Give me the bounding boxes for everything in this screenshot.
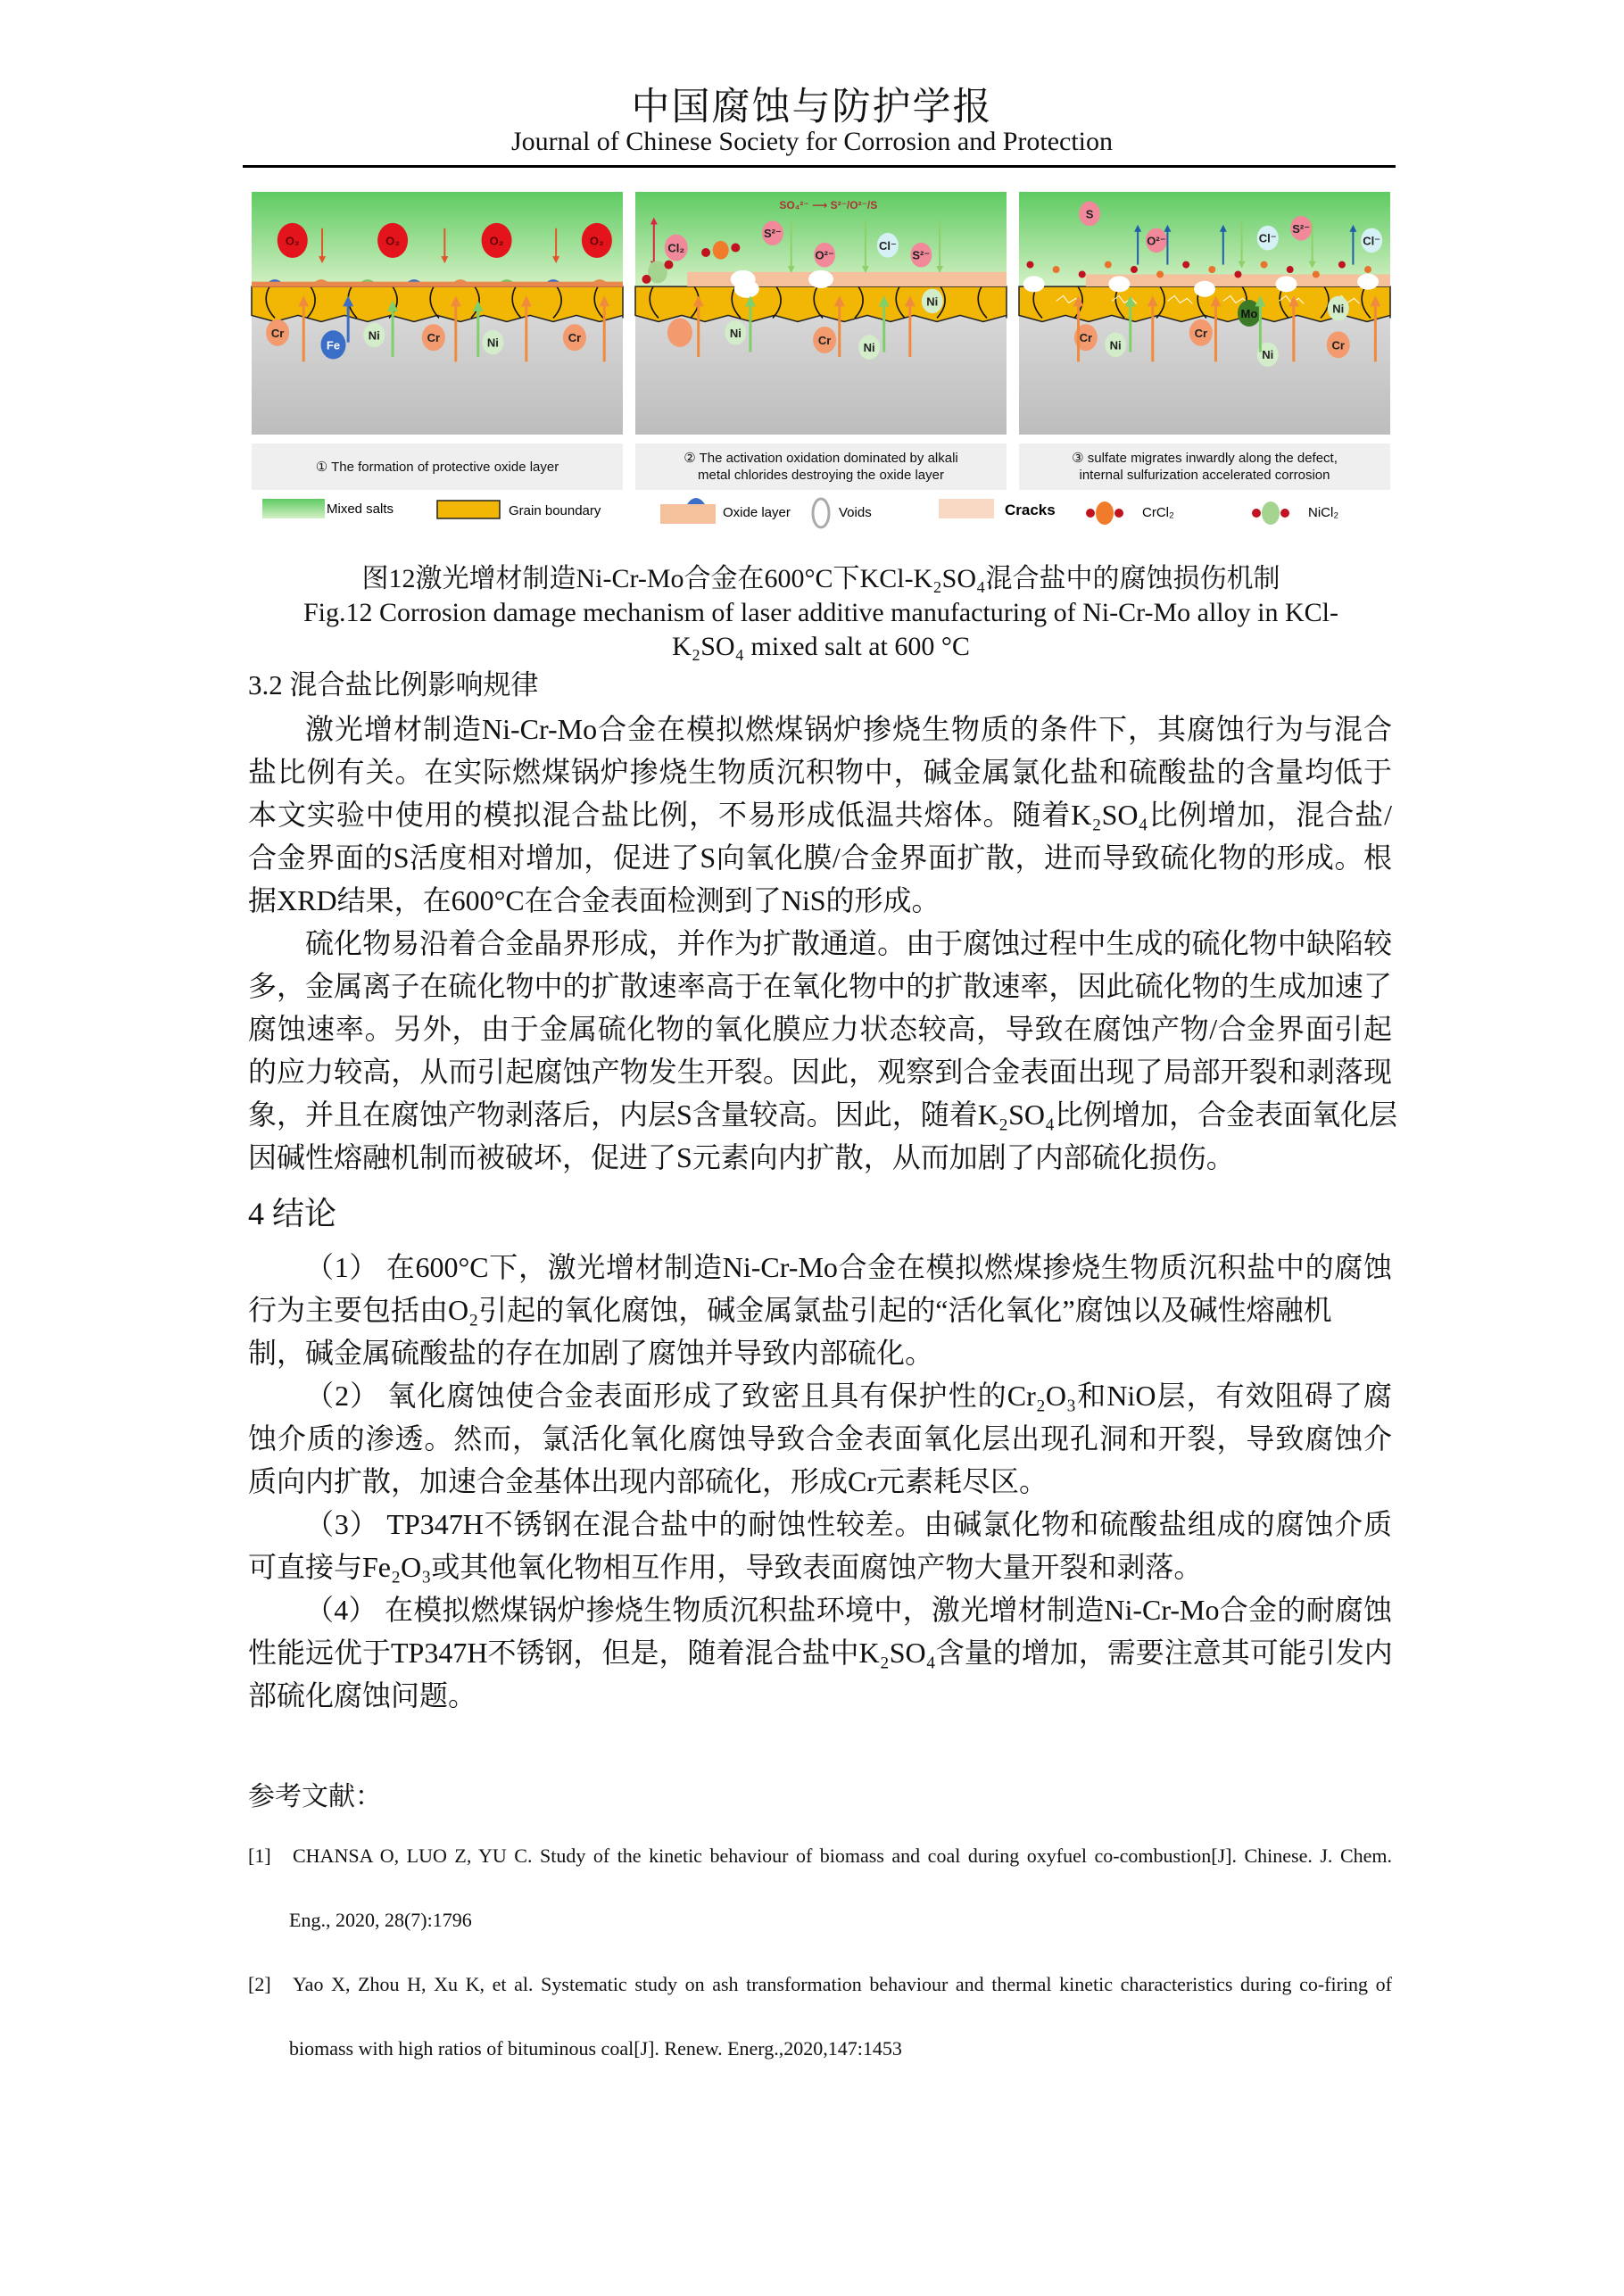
crcl2-icon [1096,501,1114,525]
void-icon [1194,281,1215,297]
atom-label: Ni [486,336,499,350]
void-icon [734,280,759,298]
text-line: 本文实验中使用的模拟混合盐比例，不易形成低温共熔体。随着K₂SO₄比例增加，混合盐/ [248,799,1392,831]
atom-label: Cl⁻ [878,238,897,253]
legend-label: CrCl₂ [1142,505,1174,520]
cracks-swatch [939,499,994,518]
atom-label: O₂ [385,234,401,248]
text-line: 制，碱金属硫酸盐的存在加剧了腐蚀并导致内部硫化。 [248,1337,934,1369]
atom-label: Ni [1262,348,1274,362]
atom-label: Cr [817,333,832,347]
atom-label: Cl⁻ [1258,231,1277,245]
void-icon [808,270,833,288]
text-line: 腐蚀速率。另外，由于金属硫化物的氧化膜应力状态较高，导致在腐蚀产物/合金界面引起 [248,1013,1392,1045]
void-icon [1357,274,1379,290]
text-line: （2） 氧化腐蚀使合金表面形成了致密且具有保护性的Cr₂O₃和NiO层，有效阻碍了腐 [305,1380,1392,1412]
figure-caption [232,562,1410,664]
atom-label: Cr [1194,326,1208,340]
reference-number: [2] [248,1973,271,1995]
atom-label: Ni [368,328,380,343]
reference-item [248,1824,1392,1952]
atom-label: Ni [729,326,742,340]
text-line: 行为主要包括由O₂引起的氧化腐蚀，碱金属氯盐引起的“活化氧化”腐蚀以及碱性熔融机 [248,1294,1332,1326]
legend-label: Grain boundary [509,503,601,518]
references-title: 参考文献： [248,1782,382,1811]
text-line: 因碱性熔融机制而被破坏，促进了S元素向内扩散，从而加剧了内部硫化损伤。 [248,1141,1235,1173]
panel-caption: ① The formation of protective oxide layer [315,460,559,475]
atom-label: S [1085,207,1094,221]
reference-number: [1] [248,1844,271,1867]
panel-caption: metal chlorides destroying the oxide layer [698,468,944,483]
atom-label: S²⁻ [1292,221,1311,236]
caption-en-line1: Fig.12 Corrosion damage mechanism of laser additive manufacturing of Ni-Cr-Mo alloy in KCl- [303,598,1338,627]
atom-label: Fe [326,338,341,352]
mixed-salts-layer [1019,192,1390,286]
section-heading-4: 4 结论 [248,1196,337,1231]
legend-label: Voids [839,505,872,520]
reaction-label: SO₄²⁻ ⟶ S²⁻/O²⁻/S [779,199,878,212]
journal-title-en: Journal of Chinese Society for Corrosion and Protection [510,127,1114,156]
atom-label: Cl⁻ [1363,234,1381,248]
text-line: 据XRD结果，在600°C在合金表面检测到了NiS的形成。 [248,884,940,916]
atom-label: Ni [1109,338,1122,352]
text-line: 盐比例有关。在实际燃煤锅炉掺烧生物质沉积物中，碱金属氯化盐和硫酸盐的含量均低于 [248,756,1392,788]
reference-text-cont: Eng., 2020, 28(7):1796 [289,1909,472,1931]
panel-2 [635,192,1007,435]
section-4-body [248,1246,1392,1717]
text-line: 部硫化腐蚀问题。 [248,1679,477,1712]
mixed-salts-swatch [262,499,325,518]
atom-label: Mo [1240,307,1258,320]
atom-label: O₂ [489,234,504,248]
text-line: 性能远优于TP347H不锈钢，但是，随着混合盐中K₂SO₄含量的增加，需要注意其可能引发内 [248,1637,1393,1669]
text-line: 合金界面的S活度相对增加，促进了S向氧化膜/合金界面扩散，进而导致硫化物的形成。根 [248,841,1392,874]
caption-cn: 图12激光增材制造Ni-Cr-Mo合金在600°C下KCl-K₂SO₄混合盐中的腐蚀损伤机制 [361,564,1280,593]
void-icon [1108,276,1130,292]
section-heading-3-2: 3.2 混合盐比例影响规律 [248,669,539,700]
caption-en-line2: K₂SO₄ mixed salt at 600 °C [672,632,970,661]
oxide-layer-swatch [660,504,716,524]
atom-label: Ni [863,341,875,355]
text-line: 激光增材制造Ni-Cr-Mo合金在模拟燃煤锅炉掺烧生物质的条件下，其腐蚀行为与混合 [305,713,1392,745]
reference-item [248,1952,1392,2081]
section-3-2-body [248,708,1398,1179]
atom-label: O²⁻ [815,248,834,262]
panel-caption: ② The activation oxidation dominated by alkali [684,451,958,466]
nicl2-icon [1262,501,1280,525]
legend-label: Mixed salts [327,501,394,517]
text-line: 蚀介质的渗透。然而，氯活化氧化腐蚀导致合金表面氧化层出现孔洞和开裂，导致腐蚀介 [248,1422,1392,1455]
panel-caption: internal sulfurization accelerated corrosion [1079,468,1330,483]
journal-title-cn: 中国腐蚀与防护学报 [631,87,993,128]
text-line: 质向内扩散，加速合金基体出现内部硫化，形成Cr元素耗尽区。 [248,1465,1048,1497]
atom-label: Ni [1332,302,1345,316]
panel-3 [1019,192,1390,435]
grain-boundary-swatch [437,501,500,518]
text-line: 硫化物易沿着合金晶界形成，并作为扩散通道。由于腐蚀过程中生成的硫化物中缺陷较 [305,927,1392,959]
atom-label: Ni [926,294,939,309]
reference-text-cont: biomass with high ratios of bituminous coal[J]. Renew. Energ.,2020,147:1453 [289,2037,902,2060]
header-rule [243,165,1396,168]
text-line: （3） TP347H不锈钢在混合盐中的耐蚀性较差。由碱氯化物和硫酸盐组成的腐蚀介质 [305,1508,1392,1540]
atom-label: Cr [568,331,582,345]
atom-label: S²⁻ [763,227,782,241]
text-line: 可直接与Fe₂O₃或其他氧化物相互作用，导致表面腐蚀产物大量开裂和剥落。 [248,1551,1203,1583]
figure-12-mechanism [250,192,1392,540]
void-icon [1023,276,1045,292]
text-line: 的应力较高，从而引起腐蚀产物发生开裂。因此，观察到合金表面出现了局部开裂和剥落现 [248,1056,1392,1088]
legend-label: Cracks [1005,501,1056,518]
text-line: （1） 在600°C下，激光增材制造Ni-Cr-Mo合金在模拟燃煤掺烧生物质沉积盐中的腐蚀 [305,1251,1392,1283]
reference-text: Yao X, Zhou H, Xu K, et al. Systematic study on ash transformation behaviour and thermal kinetic characteristics during co-firing of [293,1973,1392,1995]
crcl2-molecule-icon [713,241,729,260]
atom-label: O²⁻ [1147,234,1166,248]
void-icon [1276,276,1297,292]
legend-label: Oxide layer [723,505,791,520]
panel-caption: ③ sulfate migrates inwardly along the defect, [1072,451,1338,466]
atom-label: Cr [1331,338,1345,352]
atom-label: Cr [1079,331,1093,345]
atom-label: S²⁻ [912,248,931,262]
panel-1 [252,192,623,435]
text-line: 象，并且在腐蚀产物剥落后，内层S含量较高。因此，随着K₂SO₄比例增加，合金表面氧化层 [248,1098,1398,1131]
atom-label: Cl₂ [667,241,685,255]
atom-label: Cr [270,326,285,340]
text-line: （4） 在模拟燃煤锅炉掺烧生物质沉积盐环境中，激光增材制造Ni-Cr-Mo合金的耐腐蚀 [305,1594,1392,1626]
voids-icon [813,499,829,527]
figure-legend [262,498,1338,527]
legend-label: NiCl₂ [1308,505,1339,520]
reference-text: CHANSA O, LUO Z, YU C. Study of the kinetic behaviour of biomass and coal during oxyfuel co-combustion[J]. Chinese. J. Chem. [293,1844,1392,1867]
atom-label: Cr [427,331,441,345]
cr-ion-icon [667,319,692,347]
atom-label: O₂ [589,234,604,248]
text-line: 多，金属离子在硫化物中的扩散速率高于在氧化物中的扩散速率，因此硫化物的生成加速了 [248,970,1392,1002]
atom-label: O₂ [285,234,300,248]
